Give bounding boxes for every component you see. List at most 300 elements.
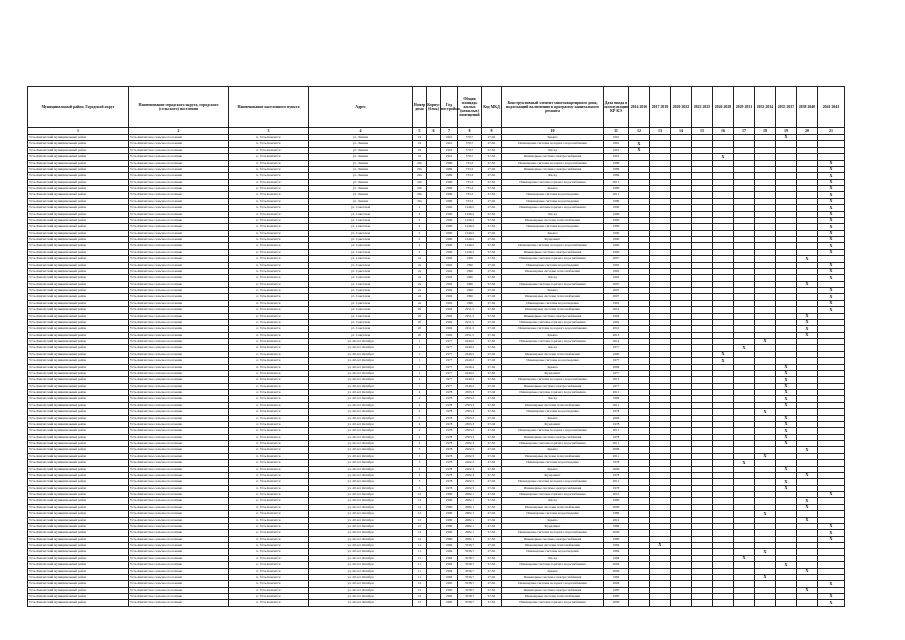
build-year-cell: 1980 [441,492,458,498]
period-mark-cell: X [797,504,818,510]
address-cell: ул. 40 лет Октября [309,492,413,498]
locality-cell: п. Усть-Камчатск [229,517,309,523]
locality-cell: п. Усть-Камчатск [229,141,309,147]
settlement-cell: Усть-Камчатское сельское поселение [129,154,229,160]
district-cell: Усть-Камчатский муниципальный район [28,517,129,523]
address-cell: ул. 40 лет Октября [309,415,413,421]
district-cell: Усть-Камчатский муниципальный район [28,243,129,249]
period-mark-cell: X [797,313,818,319]
settlement-cell: Усть-Камчатское сельское поселение [129,243,229,249]
build-year-cell: 1961 [441,154,458,160]
locality-cell: п. Усть-Камчатск [229,319,309,325]
column-header-18: 2032 2034 [755,87,776,128]
address-cell: ул. Советская [309,326,413,332]
area-cell: 733,3 [458,166,482,172]
element-cell: Инженерные системы водоотведения [502,358,604,364]
locality-cell: п. Усть-Камчатск [229,249,309,255]
period-mark-cell: X [797,326,818,332]
period-mark-cell: X [818,205,845,211]
district-cell: Усть-Камчатский муниципальный район [28,294,129,300]
settlement-cell: Усть-Камчатское сельское поселение [129,370,229,376]
column-header-10: Конструктивный элемент многоквартирного дома, подлежащий включению в программу капитального ремонта [502,87,604,128]
commission-date-cell: 1984 [604,555,629,561]
commission-date-cell: 1992 [604,300,629,306]
locality-cell: п. Усть-Камчатск [229,434,309,440]
build-year-cell: 1980 [441,517,458,523]
table-row [28,600,845,606]
locality-cell: п. Усть-Камчатск [229,173,309,179]
house-number-cell: 11 [413,543,427,549]
settlement-cell: Усть-Камчатское сельское поселение [129,504,229,510]
area-cell: 1396 [458,256,482,262]
build-year-cell: 1990 [441,217,458,223]
element-cell: Крыша [502,466,604,472]
element-cell: Инженерные системы холодного водоснабжения [502,581,604,587]
settlement-cell: Усть-Камчатское сельское поселение [129,472,229,478]
mkd-code-cell: 27-62 [482,453,502,459]
mkd-code-cell: 27-62 [482,587,502,593]
mkd-code-cell: 27-62 [482,339,502,345]
area-cell: 1246,2 [458,224,482,230]
element-cell: Инженерные системы водоотведения [502,192,604,198]
mkd-code-cell: 27-62 [482,173,502,179]
period-mark-cell: X [818,275,845,281]
area-cell: 2251,5 [458,332,482,338]
commission-date-cell: 2011 [604,179,629,185]
locality-cell: п. Усть-Камчатск [229,147,309,153]
house-number-cell: 2 [413,421,427,427]
settlement-cell: Усть-Камчатское сельское поселение [129,434,229,440]
commission-date-cell: 1989 [604,173,629,179]
district-cell: Усть-Камчатский муниципальный район [28,166,129,172]
element-cell: Инженерные системы холодного водоснабжения [502,160,604,166]
element-cell: Инженерные системы горячего водоснабжения [502,319,604,325]
period-mark-cell: X [776,364,797,370]
area-cell: 1396 [458,294,482,300]
locality-cell: п. Усть-Камчатск [229,574,309,580]
district-cell: Усть-Камчатский муниципальный район [28,447,129,453]
element-cell: Фундамент [502,523,604,529]
mkd-code-cell: 27-62 [482,345,502,351]
element-cell: Инженерные системы электроснабжения [502,249,604,255]
settlement-cell: Усть-Камчатское сельское поселение [129,415,229,421]
settlement-cell: Усть-Камчатское сельское поселение [129,409,229,415]
area-cell: 1396 [458,300,482,306]
period-mark-cell: X [776,402,797,408]
address-cell: ул. 40 лет Октября [309,530,413,536]
commission-date-cell: 1980 [604,498,629,504]
column-header-13: 2017 2019 [650,87,671,128]
mkd-code-cell: 27-62 [482,281,502,287]
district-cell: Усть-Камчатский муниципальный район [28,211,129,217]
area-cell: 2240,2 [458,345,482,351]
commission-date-cell: 2011 [604,428,629,434]
district-cell: Усть-Камчатский муниципальный район [28,339,129,345]
area-cell: 2303,3 [458,409,482,415]
commission-date-cell: 2009 [604,504,629,510]
house-number-cell: 20а [413,192,427,198]
period-mark-cell: X [818,300,845,306]
element-cell: Фасад [502,211,604,217]
element-cell: Инженерные системы электроснабжения [502,434,604,440]
mkd-code-cell: 27-62 [482,581,502,587]
mkd-code-cell: 27-62 [482,262,502,268]
element-cell: Инженерные системы теплоснабжения [502,543,604,549]
commission-date-cell: 1989 [604,186,629,192]
settlement-cell: Усть-Камчатское сельское поселение [129,498,229,504]
house-number-cell: 2 [413,243,427,249]
house-number-cell: 20а [413,179,427,185]
address-cell: ул. Ленина [309,147,413,153]
locality-cell: п. Усть-Камчатск [229,205,309,211]
district-cell: Усть-Камчатский муниципальный район [28,326,129,332]
area-cell: 3538,7 [458,587,482,593]
house-number-cell: 2а [413,294,427,300]
district-cell: Усть-Камчатский муниципальный район [28,256,129,262]
locality-cell: п. Усть-Камчатск [229,243,309,249]
area-cell: 2303,3 [458,402,482,408]
period-mark-cell: X [797,319,818,325]
commission-date-cell: 2009 [604,530,629,536]
period-cell [755,600,776,606]
column-header-1: Муниципальный район, Городской округ [28,87,129,128]
period-mark-cell: X [776,479,797,485]
locality-cell: п. Усть-Камчатск [229,390,309,396]
element-cell: Инженерные системы водоотведения [502,460,604,466]
district-cell: Усть-Камчатский муниципальный район [28,205,129,211]
period-mark-cell: X [818,160,845,166]
element-cell: Инженерные системы электроснабжения [502,587,604,593]
district-cell: Усть-Камчатский муниципальный район [28,479,129,485]
settlement-cell: Усть-Камчатское сельское поселение [129,326,229,332]
area-cell: 2202,3 [458,447,482,453]
element-cell: Инженерные системы холодного водоснабжения [502,479,604,485]
address-cell: ул. 40 лет Октября [309,543,413,549]
settlement-cell: Усть-Камчатское сельское поселение [129,543,229,549]
locality-cell: п. Усть-Камчатск [229,511,309,517]
mkd-code-cell: 27-62 [482,147,502,153]
address-cell: ул. Советская [309,288,413,294]
area-cell: 733,3 [458,160,482,166]
address-cell: ул. Советская [309,300,413,306]
mkd-code-cell: 27-62 [482,594,502,600]
element-cell: Инженерные системы водоотведения [502,198,604,204]
settlement-cell: Усть-Камчатское сельское поселение [129,447,229,453]
mkd-code-cell: 27-62 [482,268,502,274]
district-cell: Усть-Камчатский муниципальный район [28,568,129,574]
area-cell: 1246,2 [458,211,482,217]
area-cell: 3536,7 [458,543,482,549]
period-mark-cell: X [797,498,818,504]
build-year-cell: 1985 [441,581,458,587]
commission-date-cell: 2006 [604,364,629,370]
commission-date-cell: 1978 [604,409,629,415]
address-cell: ул. 40 лет Октября [309,587,413,593]
column-number-6: 6 [427,128,441,135]
build-year-cell: 1992 [441,307,458,313]
commission-date-cell: 2007 [604,294,629,300]
element-cell: Инженерные системы горячего водоснабжения [502,492,604,498]
column-header-4: Адрес [309,87,413,128]
mkd-code-cell: 27-62 [482,141,502,147]
district-cell: Усть-Камчатский муниципальный район [28,173,129,179]
house-number-cell: 2а [413,275,427,281]
commission-date-cell: 1980 [604,511,629,517]
house-number-cell: 1 [413,377,427,383]
period-mark-cell: X [776,396,797,402]
mkd-code-cell: 27-62 [482,179,502,185]
house-number-cell: 2б [413,332,427,338]
element-cell: Инженерные системы горячего водоснабжения [502,600,604,606]
period-mark-cell: X [776,434,797,440]
locality-cell: п. Усть-Камчатск [229,396,309,402]
period-mark-cell: X [776,370,797,376]
element-cell: Инженерные системы горячего водоснабжения [502,179,604,185]
element-cell: Инженерные системы горячего водоснабжения [502,441,604,447]
element-cell: Крыша [502,415,604,421]
period-cell [671,600,692,606]
commission-date-cell: 1978 [604,421,629,427]
locality-cell: п. Усть-Камчатск [229,179,309,185]
period-mark-cell: X [818,243,845,249]
commission-date-cell: 1992 [604,275,629,281]
commission-date-cell: 1992 [604,319,629,325]
element-cell: Инженерные системы горячего водоснабжения [502,339,604,345]
locality-cell: п. Усть-Камчатск [229,166,309,172]
address-cell: ул. 40 лет Октября [309,568,413,574]
house-number-cell: 2 [413,230,427,236]
column-header-5: Номер дома [413,87,427,128]
area-cell: 2240,2 [458,370,482,376]
house-number-cell: 3 [413,479,427,485]
settlement-cell: Усть-Камчатское сельское поселение [129,517,229,523]
period-cell [713,600,734,606]
commission-date-cell: 1961 [604,154,629,160]
area-cell: 1396 [458,262,482,268]
area-cell: 2240,2 [458,364,482,370]
settlement-cell: Усть-Камчатское сельское поселение [129,205,229,211]
locality-cell: п. Усть-Камчатск [229,536,309,542]
period-mark-cell: X [818,530,845,536]
district-cell: Усть-Камчатский муниципальный район [28,186,129,192]
address-cell: ул. Ленина [309,166,413,172]
settlement-cell: Усть-Камчатское сельское поселение [129,574,229,580]
area-cell: 2682,1 [458,511,482,517]
build-year-cell: 1989 [441,198,458,204]
locality-cell: п. Усть-Камчатск [229,217,309,223]
district-cell: Усть-Камчатский муниципальный район [28,268,129,274]
build-year-cell: 1985 [441,587,458,593]
period-mark-cell: X [713,351,734,357]
mkd-code-cell: 27-62 [482,326,502,332]
commission-date-cell: 2006 [604,562,629,568]
period-mark-cell: X [818,173,845,179]
build-year-cell: 1992 [441,281,458,287]
commission-date-cell: 2012 [604,339,629,345]
address-cell: ул. 40 лет Октября [309,428,413,434]
area-cell: 578,7 [458,147,482,153]
area-cell: 2240,2 [458,351,482,357]
period-mark-cell: X [776,428,797,434]
build-year-cell: 1992 [441,268,458,274]
period-mark-cell: X [734,555,755,561]
commission-date-cell: 2006 [604,466,629,472]
area-cell: 2202,3 [458,485,482,491]
area-cell: 2303,3 [458,428,482,434]
element-cell: Фундамент [502,370,604,376]
settlement-cell: Усть-Камчатское сельское поселение [129,351,229,357]
period-cell [797,600,818,606]
house-number-cell: 2 [413,390,427,396]
commission-date-cell: 2011 [604,453,629,459]
settlement-cell: Усть-Камчатское сельское поселение [129,358,229,364]
build-year-cell: 1978 [441,453,458,459]
build-year-cell: 1984 [441,549,458,555]
district-cell: Усть-Камчатский муниципальный район [28,460,129,466]
column-header-11: Дата ввода в эксплуатацию КР КЭ [604,87,629,128]
commission-date-cell: 2007 [604,288,629,294]
mkd-code-cell: 27-62 [482,154,502,160]
build-year-cell: 1978 [441,409,458,415]
locality-cell: п. Усть-Камчатск [229,555,309,561]
district-cell: Усть-Камчатский муниципальный район [28,409,129,415]
house-number-cell: 1 [413,383,427,389]
period-mark-cell: X [755,409,776,415]
element-cell: Инженерные системы теплоснабжения [502,217,604,223]
mkd-code-cell: 27-62 [482,294,502,300]
area-cell: 2240,2 [458,383,482,389]
settlement-cell: Усть-Камчатское сельское поселение [129,198,229,204]
district-cell: Усть-Камчатский муниципальный район [28,441,129,447]
mkd-code-cell: 27-62 [482,415,502,421]
house-number-cell: 2 [413,224,427,230]
period-mark-cell: X [818,523,845,529]
column-number-15: 15 [692,128,713,135]
build-year-cell: 1961 [441,135,458,141]
build-year-cell: 1989 [441,192,458,198]
area-cell: 3538,7 [458,600,482,606]
mkd-code-cell: 27-62 [482,498,502,504]
mkd-code-cell: 27-62 [482,332,502,338]
address-cell: ул. Советская [309,230,413,236]
element-cell: Крыша [502,447,604,453]
commission-date-cell: 1989 [604,166,629,172]
commission-date-cell: 2011 [604,479,629,485]
locality-cell: п. Усть-Камчатск [229,326,309,332]
house-number-cell: 11 [413,562,427,568]
commission-date-cell: 1992 [604,313,629,319]
settlement-cell: Усть-Камчатское сельское поселение [129,402,229,408]
build-year-cell: 1977 [441,370,458,376]
locality-cell: п. Усть-Камчатск [229,466,309,472]
column-header-2: Наименование городского округа, городского (сельского) поселения [129,87,229,128]
area-cell: 733,3 [458,186,482,192]
settlement-cell: Усть-Камчатское сельское поселение [129,594,229,600]
address-cell: ул. Советская [309,307,413,313]
build-year-cell: 1990 [441,237,458,243]
district-cell: Усть-Камчатский муниципальный район [28,421,129,427]
commission-date-cell: 1977 [604,358,629,364]
build-year-cell: 1978 [441,415,458,421]
period-mark-cell: X [776,421,797,427]
commission-date-cell: 1990 [604,351,629,357]
locality-cell: п. Усть-Камчатск [229,581,309,587]
column-header-14: 2020 2022 [671,87,692,128]
mkd-code-cell: 27-62 [482,562,502,568]
house-number-cell: 12 [413,530,427,536]
address-cell: ул. Ленина [309,154,413,160]
commission-date-cell: 2006 [604,447,629,453]
build-year-cell: 1985 [441,594,458,600]
locality-cell: п. Усть-Камчатск [229,453,309,459]
mkd-code-cell: 27-62 [482,472,502,478]
mkd-code-cell: 27-62 [482,377,502,383]
build-year-cell: 1989 [441,173,458,179]
settlement-cell: Усть-Камчатское сельское поселение [129,332,229,338]
district-cell: Усть-Камчатский муниципальный район [28,319,129,325]
house-number-cell: 3 [413,441,427,447]
district-cell: Усть-Камчатский муниципальный район [28,262,129,268]
mkd-code-cell: 27-62 [482,364,502,370]
settlement-cell: Усть-Камчатское сельское поселение [129,479,229,485]
address-cell: ул. 40 лет Октября [309,555,413,561]
commission-date-cell: 1985 [604,594,629,600]
period-mark-cell: X [818,237,845,243]
house-number-cell: 12 [413,600,427,606]
mkd-code-cell: 27-62 [482,249,502,255]
district-cell: Усть-Камчатский муниципальный район [28,313,129,319]
area-cell: 2240,2 [458,339,482,345]
period-mark-cell: X [818,288,845,294]
house-number-cell: 12 [413,517,427,523]
address-cell: ул. Ленина [309,179,413,185]
element-cell: Инженерные системы холодного водоснабжения [502,428,604,434]
settlement-cell: Усть-Камчатское сельское поселение [129,275,229,281]
address-cell: ул. Советская [309,256,413,262]
build-year-cell: 1978 [441,447,458,453]
area-cell: 3538,7 [458,594,482,600]
locality-cell: п. Усть-Камчатск [229,288,309,294]
area-cell: 3536,7 [458,562,482,568]
period-cell [692,600,713,606]
commission-date-cell: 1989 [604,160,629,166]
house-number-cell: 2 [413,211,427,217]
district-cell: Усть-Камчатский муниципальный район [28,600,129,606]
period-mark-cell: X [797,281,818,287]
commission-date-cell: 1961 [604,135,629,141]
locality-cell: п. Усть-Камчатск [229,383,309,389]
district-cell: Усть-Камчатский муниципальный район [28,281,129,287]
house-number-cell: 12 [413,587,427,593]
locality-cell: п. Усть-Камчатск [229,498,309,504]
district-cell: Усть-Камчатский муниципальный район [28,198,129,204]
period-mark-cell: X [776,135,797,141]
area-cell: 2682,1 [458,530,482,536]
element-cell: Инженерные системы горячего водоснабжения [502,205,604,211]
build-year-cell: 1990 [441,243,458,249]
district-cell: Усть-Камчатский муниципальный район [28,594,129,600]
settlement-cell: Усть-Камчатское сельское поселение [129,345,229,351]
period-mark-cell: X [776,466,797,472]
district-cell: Усть-Камчатский муниципальный район [28,587,129,593]
build-year-cell: 1990 [441,224,458,230]
mkd-code-cell: 27-62 [482,300,502,306]
build-year-cell: 1992 [441,288,458,294]
settlement-cell: Усть-Камчатское сельское поселение [129,186,229,192]
district-cell: Усть-Камчатский муниципальный район [28,288,129,294]
element-cell: Фундамент [502,472,604,478]
build-year-cell: 1978 [441,485,458,491]
